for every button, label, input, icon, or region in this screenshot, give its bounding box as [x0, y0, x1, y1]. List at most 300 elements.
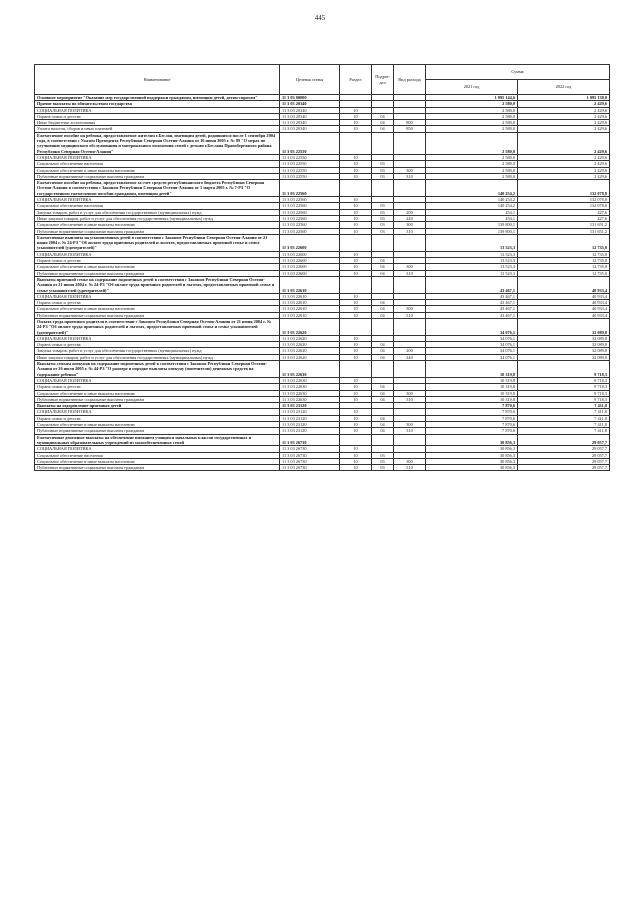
row-section: 10	[340, 415, 372, 421]
row-section: 10	[340, 161, 372, 167]
row-subsection: 04	[372, 384, 394, 390]
row-amount-2022: 7 411,8	[518, 422, 610, 428]
row-amount-2022: 132 078,8	[518, 180, 610, 197]
row-target-code: 11 3 03 26730	[280, 452, 340, 458]
row-amount-2021: 10 319,8	[426, 361, 518, 378]
row-name: Публичные нормативные социальные выплаты гражданам	[35, 428, 280, 434]
header-section: Раздел	[340, 65, 372, 95]
row-amount-2022: 40 933,4	[518, 276, 610, 293]
row-amount-2021: 13 523,3	[426, 264, 518, 270]
row-subsection: 04	[372, 126, 394, 132]
row-target-code: 11 3 03 22630	[280, 377, 340, 383]
row-amount-2022: 29 057,7	[518, 458, 610, 464]
row-name: Охрана семьи и детства	[35, 384, 280, 390]
row-subsection: 03	[372, 173, 394, 179]
row-name: Выплаты на оздоровление приемных детей	[35, 403, 280, 409]
row-subsection	[372, 180, 394, 197]
row-section: 10	[340, 154, 372, 160]
row-subsection: 03	[372, 222, 394, 228]
row-target-code: 11 3 03 22630	[280, 396, 340, 402]
row-section: 10	[340, 215, 372, 221]
row-name: Социальное обеспечение и иные выплаты населению	[35, 222, 280, 228]
row-target-code: 11 3 03 22600	[280, 264, 340, 270]
row-section: 10	[340, 167, 372, 173]
table-row	[35, 361, 610, 378]
row-expense-type: 310	[394, 428, 426, 434]
row-expense-type: 200	[394, 348, 426, 354]
row-expense-type	[394, 276, 426, 293]
table-row	[35, 434, 610, 446]
header-subsection: Подраз-дел	[372, 65, 394, 95]
row-amount-2021: 139 800,1	[426, 228, 518, 234]
row-subsection: 04	[372, 300, 394, 306]
row-section: 10	[340, 306, 372, 312]
row-subsection: 03	[372, 228, 394, 234]
row-amount-2021: 13 523,3	[426, 234, 518, 251]
header-expense-type: Вид расхода	[394, 65, 426, 95]
row-section: 10	[340, 458, 372, 464]
row-amount-2022: 2 429,6	[518, 167, 610, 173]
row-amount-2022: 1 095 138,0	[518, 95, 610, 101]
row-name: Ежемесячные денежные выплаты на обеспечение питанием учащихся начальных классов государственных и муниципальных образовательных учреждений из малообеспеченных семей	[35, 434, 280, 446]
row-name: Охрана семьи и детства	[35, 342, 280, 348]
row-target-code: 11 3 03 22600	[280, 251, 340, 257]
row-amount-2021: 2 580,0	[426, 167, 518, 173]
row-target-code: 11 3 03 20340	[280, 126, 340, 132]
row-section	[340, 132, 372, 154]
table-row	[35, 276, 610, 293]
row-section: 10	[340, 348, 372, 354]
row-target-code: 11 3 03 20340	[280, 107, 340, 113]
row-subsection: 03	[372, 167, 394, 173]
row-amount-2022: 427,6	[518, 209, 610, 215]
row-target-code: 11 3 03 22600	[280, 270, 340, 276]
row-section	[340, 234, 372, 251]
row-subsection	[372, 318, 394, 335]
row-amount-2022: 32 089,8	[518, 335, 610, 341]
row-amount-2021: 7 870,6	[426, 415, 518, 421]
row-amount-2022: 12 735,0	[518, 251, 610, 257]
row-amount-2022: 29 057,7	[518, 452, 610, 458]
row-amount-2022: 32 089,8	[518, 342, 610, 348]
row-target-code: 11 3 03 26730	[280, 458, 340, 464]
row-target-code: 11 3 03 22550	[280, 173, 340, 179]
row-name: Охрана семьи и детства	[35, 300, 280, 306]
row-section: 10	[340, 354, 372, 360]
row-name: Социальное обеспечение и иные выплаты населению	[35, 458, 280, 464]
header-sum: Сумма	[426, 65, 610, 80]
row-target-code: 11 3 03 22550	[280, 167, 340, 173]
row-amount-2021: 2 580,0	[426, 101, 518, 107]
row-target-code: 11 3 03 22560	[280, 209, 340, 215]
row-subsection	[372, 361, 394, 378]
row-target-code: 11 3 03 22630	[280, 390, 340, 396]
table-row	[35, 465, 610, 471]
row-target-code: 11 3 03 23120	[280, 403, 340, 409]
row-amount-2022: 131 651,2	[518, 228, 610, 234]
row-name: СОЦИАЛЬНАЯ ПОЛИТИКА	[35, 293, 280, 299]
row-section: 10	[340, 396, 372, 402]
row-name: Иные закупки товаров, работ и услуг для обеспечения государственных (муниципальных) нужд	[35, 354, 280, 360]
row-expense-type: 310	[394, 270, 426, 276]
row-subsection: 04	[372, 312, 394, 318]
row-expense-type: 300	[394, 167, 426, 173]
row-target-code: 11 3 03 22620	[280, 318, 340, 335]
row-subsection: 03	[372, 215, 394, 221]
row-amount-2021: 10 319,8	[426, 390, 518, 396]
row-name: Охрана семьи и детства	[35, 258, 280, 264]
row-target-code: 11 3 03 20340	[280, 120, 340, 126]
row-amount-2021: 30 856,3	[426, 452, 518, 458]
table-row	[35, 318, 610, 335]
row-expense-type: 300	[394, 306, 426, 312]
row-subsection: 04	[372, 120, 394, 126]
row-expense-type: 240	[394, 215, 426, 221]
row-amount-2021: 13 523,3	[426, 251, 518, 257]
row-name: Закупка товаров, работ и услуг для обеспечения государственных (муниципальных) нужд	[35, 348, 280, 354]
budget-table	[34, 64, 610, 471]
row-section: 10	[340, 270, 372, 276]
row-section: 10	[340, 422, 372, 428]
row-amount-2021: 34 076,1	[426, 342, 518, 348]
row-name: Социальное обеспечение населения	[35, 203, 280, 209]
row-target-code: 11 3 03 22600	[280, 258, 340, 264]
row-section: 10	[340, 342, 372, 348]
row-subsection: 04	[372, 428, 394, 434]
row-section: 10	[340, 251, 372, 257]
row-amount-2022: 29 057,7	[518, 434, 610, 446]
row-subsection	[372, 234, 394, 251]
row-section: 10	[340, 173, 372, 179]
row-target-code: 11 3 03 22560	[280, 180, 340, 197]
header-year-2022: 2022 год	[518, 80, 610, 95]
row-amount-2021: 43 467,1	[426, 306, 518, 312]
row-name: Оплата труда приемного родителя в соответствии с Законом Республики Северная Осетия-Алания от 21 июня 2004 г. № 24-РЗ "Об оплате труда приемных родителей и льготах, предоставляемых приемной семье и семье усыновителей (удочерителей)"	[35, 318, 280, 335]
row-amount-2022: 40 933,4	[518, 306, 610, 312]
row-expense-type: 310	[394, 228, 426, 234]
row-amount-2021: 10 319,8	[426, 384, 518, 390]
row-subsection: 04	[372, 390, 394, 396]
row-section: 10	[340, 465, 372, 471]
row-section: 10	[340, 120, 372, 126]
row-amount-2022: 12 735,0	[518, 234, 610, 251]
row-name: Иные бюджетные ассигнования	[35, 120, 280, 126]
row-name: СОЦИАЛЬНАЯ ПОЛИТИКА	[35, 154, 280, 160]
row-expense-type: 300	[394, 222, 426, 228]
row-section: 10	[340, 428, 372, 434]
row-section: 10	[340, 113, 372, 119]
row-target-code: 11 3 03 22620	[280, 335, 340, 341]
row-amount-2022: 9 718,3	[518, 390, 610, 396]
row-target-code: 11 3 03 23120	[280, 415, 340, 421]
row-amount-2021: 2 580,0	[426, 113, 518, 119]
row-amount-2022: 9 718,3	[518, 384, 610, 390]
row-amount-2021: 140 254,2	[426, 180, 518, 197]
row-name: Социальное обеспечение и иные выплаты населению	[35, 264, 280, 270]
row-amount-2022: 12 735,0	[518, 264, 610, 270]
row-amount-2021: 2 580,0	[426, 120, 518, 126]
row-amount-2022: 12 735,0	[518, 270, 610, 276]
row-subsection: 03	[372, 209, 394, 215]
row-subsection: 03	[372, 161, 394, 167]
row-section: 10	[340, 264, 372, 270]
row-section: 10	[340, 209, 372, 215]
row-subsection: 04	[372, 415, 394, 421]
row-expense-type: 300	[394, 390, 426, 396]
row-name: СОЦИАЛЬНАЯ ПОЛИТИКА	[35, 377, 280, 383]
row-name: Публичные нормативные социальные выплаты гражданам	[35, 173, 280, 179]
row-amount-2021: 2 580,0	[426, 161, 518, 167]
table-body	[35, 95, 610, 471]
row-target-code: 11 3 03 20340	[280, 113, 340, 119]
row-section: 10	[340, 203, 372, 209]
row-name: Прочие выплаты по обязательствам государства	[35, 101, 280, 107]
row-target-code: 11 3 03 26730	[280, 446, 340, 452]
row-amount-2022: 2 429,6	[518, 154, 610, 160]
row-subsection: 04	[372, 342, 394, 348]
row-section: 10	[340, 312, 372, 318]
row-section: 10	[340, 452, 372, 458]
row-amount-2021: 10 319,8	[426, 377, 518, 383]
row-amount-2022: 32 089,8	[518, 348, 610, 354]
row-amount-2022: 132 078,8	[518, 197, 610, 203]
row-amount-2021: 2 580,0	[426, 126, 518, 132]
row-amount-2022: 32 089,8	[518, 354, 610, 360]
row-target-code: 11 3 03 22610	[280, 306, 340, 312]
header-target: Целевая статья	[280, 65, 340, 95]
row-target-code: 11 3 03 22630	[280, 361, 340, 378]
row-name: Выплаты семьям опекунов на содержание подопечных детей в соответствии с Законом Республики Северная Осетия-Алания от 26 июля 2005 г. № 44-РЗ "О размере и порядке выплаты опекуну (попечителю) денежных средств на содержание ребенка"	[35, 361, 280, 378]
row-expense-type	[394, 234, 426, 251]
row-expense-type	[394, 132, 426, 154]
row-amount-2022: 2 429,6	[518, 107, 610, 113]
row-expense-type: 310	[394, 312, 426, 318]
row-amount-2021: 140 254,2	[426, 197, 518, 203]
row-amount-2021: 43 467,1	[426, 293, 518, 299]
row-target-code: 11 3 03 26730	[280, 465, 340, 471]
row-section: 10	[340, 258, 372, 264]
row-name: Социальное обеспечение и иные выплаты населению	[35, 306, 280, 312]
row-target-code: 11 3 03 23120	[280, 409, 340, 415]
row-section: 10	[340, 126, 372, 132]
row-target-code: 11 3 03 22550	[280, 132, 340, 154]
row-amount-2021: 2 580,0	[426, 173, 518, 179]
row-expense-type: 300	[394, 458, 426, 464]
row-section	[340, 434, 372, 446]
row-target-code: 11 3 03 26730	[280, 434, 340, 446]
row-name: Социальное обеспечение и иные выплаты населению	[35, 390, 280, 396]
header-name: Наименование	[35, 65, 280, 95]
row-amount-2022: 40 933,4	[518, 312, 610, 318]
row-target-code: 11 3 03 23120	[280, 428, 340, 434]
table-row	[35, 132, 610, 154]
row-section	[340, 318, 372, 335]
row-name: Публичные нормативные социальные выплаты гражданам	[35, 270, 280, 276]
row-section: 10	[340, 222, 372, 228]
row-amount-2022: 2 429,6	[518, 120, 610, 126]
row-section: 10	[340, 377, 372, 383]
row-name: Выплаты приемной семье на содержание подопечных детей в соответствии с Законом Республики Северная Осетия-Алания от 21 июня 2004 г. № 24-РЗ "Об оплате труда приемных родителей и льготах, предоставляемых приемной семье и семье усыновителей (удочерителей)"	[35, 276, 280, 293]
row-amount-2021: 454,1	[426, 215, 518, 221]
row-subsection	[372, 132, 394, 154]
row-name: Публичные нормативные социальные выплаты гражданам	[35, 396, 280, 402]
row-section: 10	[340, 107, 372, 113]
row-section: 10	[340, 409, 372, 415]
row-name: Ежемесячные выплаты на усыновленных детей в соответствии с Законом Республики Северная Осетия-Алания от 21 июня 2004 г. № 24-РЗ "Об оплате труда приемных родителей и льготах, предоставляемых приемной семье и семье усыновителей (удочерителей)"	[35, 234, 280, 251]
table-row	[35, 180, 610, 197]
row-target-code: 11 3 03 22620	[280, 348, 340, 354]
row-target-code: 11 3 03 22610	[280, 276, 340, 293]
row-target-code: 11 3 03 22600	[280, 234, 340, 251]
row-name: Социальное обеспечение и иные выплаты населению	[35, 167, 280, 173]
row-amount-2021: 139 800,1	[426, 222, 518, 228]
row-name: СОЦИАЛЬНАЯ ПОЛИТИКА	[35, 446, 280, 452]
row-expense-type: 240	[394, 354, 426, 360]
row-name: Публичные нормативные социальные выплаты гражданам	[35, 228, 280, 234]
row-target-code: 11 3 03 00000	[280, 95, 340, 101]
row-amount-2022: 132 078,8	[518, 203, 610, 209]
row-amount-2021: 13 523,3	[426, 258, 518, 264]
row-expense-type	[394, 180, 426, 197]
row-expense-type: 310	[394, 465, 426, 471]
row-subsection: 04	[372, 396, 394, 402]
row-amount-2021: 30 856,3	[426, 458, 518, 464]
row-amount-2022: 131 651,2	[518, 222, 610, 228]
row-target-code: 11 3 03 22610	[280, 300, 340, 306]
row-amount-2022: 40 933,4	[518, 300, 610, 306]
row-name: Ежемесячное пособие на ребенка, предоставляемое за счет средств республиканского бюджета Республики Северная Осетия-Алания в соответствии с Законом Республики Северная Осетия-Алания от 1 марта 2005 г. № 7-РЗ "О государственном ежемесячном пособии гражданам, имеющим детей"	[35, 180, 280, 197]
row-name: СОЦИАЛЬНАЯ ПОЛИТИКА	[35, 251, 280, 257]
header-year-2021: 2021 год	[426, 80, 518, 95]
row-expense-type: 310	[394, 173, 426, 179]
row-target-code: 11 3 03 22560	[280, 203, 340, 209]
row-expense-type: 800	[394, 120, 426, 126]
row-name: Социальное обеспечение населения	[35, 161, 280, 167]
row-target-code: 11 3 03 22560	[280, 215, 340, 221]
row-amount-2022: 29 057,7	[518, 465, 610, 471]
row-expense-type: 200	[394, 209, 426, 215]
row-name: СОЦИАЛЬНАЯ ПОЛИТИКА	[35, 409, 280, 415]
row-target-code: 11 3 03 22620	[280, 342, 340, 348]
row-subsection: 04	[372, 270, 394, 276]
row-section: 10	[340, 197, 372, 203]
row-target-code: 11 3 03 22560	[280, 222, 340, 228]
row-target-code: 11 3 03 20340	[280, 101, 340, 107]
row-amount-2022: 2 429,6	[518, 126, 610, 132]
row-amount-2022: 2 429,6	[518, 161, 610, 167]
row-amount-2022: 7 411,8	[518, 409, 610, 415]
row-amount-2021: 34 076,1	[426, 348, 518, 354]
row-subsection: 03	[372, 203, 394, 209]
row-name: Уплата налогов, сборов и иных платежей	[35, 126, 280, 132]
row-amount-2022: 2 429,6	[518, 173, 610, 179]
row-name: СОЦИАЛЬНАЯ ПОЛИТИКА	[35, 335, 280, 341]
row-name: Социальное обеспечение населения	[35, 452, 280, 458]
row-name: Охрана семьи и детства	[35, 415, 280, 421]
row-subsection: 04	[372, 306, 394, 312]
row-amount-2021: 140 254,2	[426, 203, 518, 209]
row-section: 10	[340, 300, 372, 306]
row-target-code: 11 3 03 22630	[280, 384, 340, 390]
row-section: 10	[340, 384, 372, 390]
row-subsection: 04	[372, 113, 394, 119]
row-amount-2021: 43 467,1	[426, 276, 518, 293]
row-section	[340, 180, 372, 197]
row-amount-2022: 2 429,6	[518, 132, 610, 154]
row-subsection: 03	[372, 465, 394, 471]
row-target-code: 11 3 03 23120	[280, 422, 340, 428]
row-amount-2022: 9 718,3	[518, 361, 610, 378]
page-number: 445	[314, 14, 326, 22]
row-amount-2021: 454,1	[426, 209, 518, 215]
row-target-code: 11 3 03 22610	[280, 312, 340, 318]
row-subsection: 04	[372, 348, 394, 354]
row-amount-2022: 40 933,4	[518, 293, 610, 299]
row-amount-2021: 7 870,6	[426, 422, 518, 428]
row-target-code: 11 3 03 22560	[280, 197, 340, 203]
row-amount-2022: 29 057,7	[518, 446, 610, 452]
row-target-code: 11 3 03 22560	[280, 228, 340, 234]
row-target-code: 11 3 03 22550	[280, 154, 340, 160]
row-name: Публичные нормативные социальные выплаты гражданам	[35, 312, 280, 318]
row-amount-2022: 7 411,8	[518, 403, 610, 409]
row-section	[340, 361, 372, 378]
row-amount-2022: 12 735,0	[518, 258, 610, 264]
row-amount-2021: 34 076,1	[426, 354, 518, 360]
row-amount-2021: 2 580,0	[426, 154, 518, 160]
row-expense-type: 300	[394, 264, 426, 270]
row-name: Основное мероприятие "Оказание мер государственной поддержки гражданам, имеющим детей, детям-сиротам"	[35, 95, 280, 101]
row-target-code: 11 3 03 22610	[280, 293, 340, 299]
row-target-code: 11 3 03 22620	[280, 354, 340, 360]
row-expense-type: 310	[394, 396, 426, 402]
row-subsection	[372, 434, 394, 446]
row-expense-type	[394, 361, 426, 378]
row-subsection: 04	[372, 354, 394, 360]
row-target-code: 11 3 03 22550	[280, 161, 340, 167]
row-name: Иные закупки товаров, работ и услуг для обеспечения государственных (муниципальных) нужд	[35, 215, 280, 221]
row-section: 10	[340, 390, 372, 396]
row-amount-2021: 34 076,1	[426, 335, 518, 341]
row-amount-2022: 7 411,8	[518, 415, 610, 421]
row-subsection: 03	[372, 458, 394, 464]
row-amount-2021: 43 467,1	[426, 300, 518, 306]
row-amount-2021: 43 467,1	[426, 312, 518, 318]
row-amount-2021: 30 856,3	[426, 446, 518, 452]
row-amount-2021: 10 319,8	[426, 396, 518, 402]
row-amount-2022: 7 411,8	[518, 428, 610, 434]
row-amount-2022: 9 718,3	[518, 377, 610, 383]
row-subsection: 03	[372, 452, 394, 458]
row-name: Публичные нормативные социальные выплаты гражданам	[35, 465, 280, 471]
row-expense-type: 300	[394, 422, 426, 428]
table-row	[35, 234, 610, 251]
row-amount-2022: 9 718,3	[518, 396, 610, 402]
row-amount-2021: 7 870,6	[426, 409, 518, 415]
row-amount-2022: 32 089,8	[518, 318, 610, 335]
row-expense-type	[394, 434, 426, 446]
row-amount-2021: 1 095 144,6	[426, 95, 518, 101]
row-section: 10	[340, 335, 372, 341]
row-expense-type	[394, 318, 426, 335]
row-amount-2021: 30 856,3	[426, 434, 518, 446]
row-name: СОЦИАЛЬНАЯ ПОЛИТИКА	[35, 197, 280, 203]
row-amount-2021: 7 870,6	[426, 403, 518, 409]
row-amount-2022: 2 429,6	[518, 101, 610, 107]
row-name: Закупка товаров, работ и услуг для обеспечения государственных (муниципальных) нужд	[35, 209, 280, 215]
row-amount-2021: 7 870,6	[426, 428, 518, 434]
row-expense-type: 850	[394, 126, 426, 132]
